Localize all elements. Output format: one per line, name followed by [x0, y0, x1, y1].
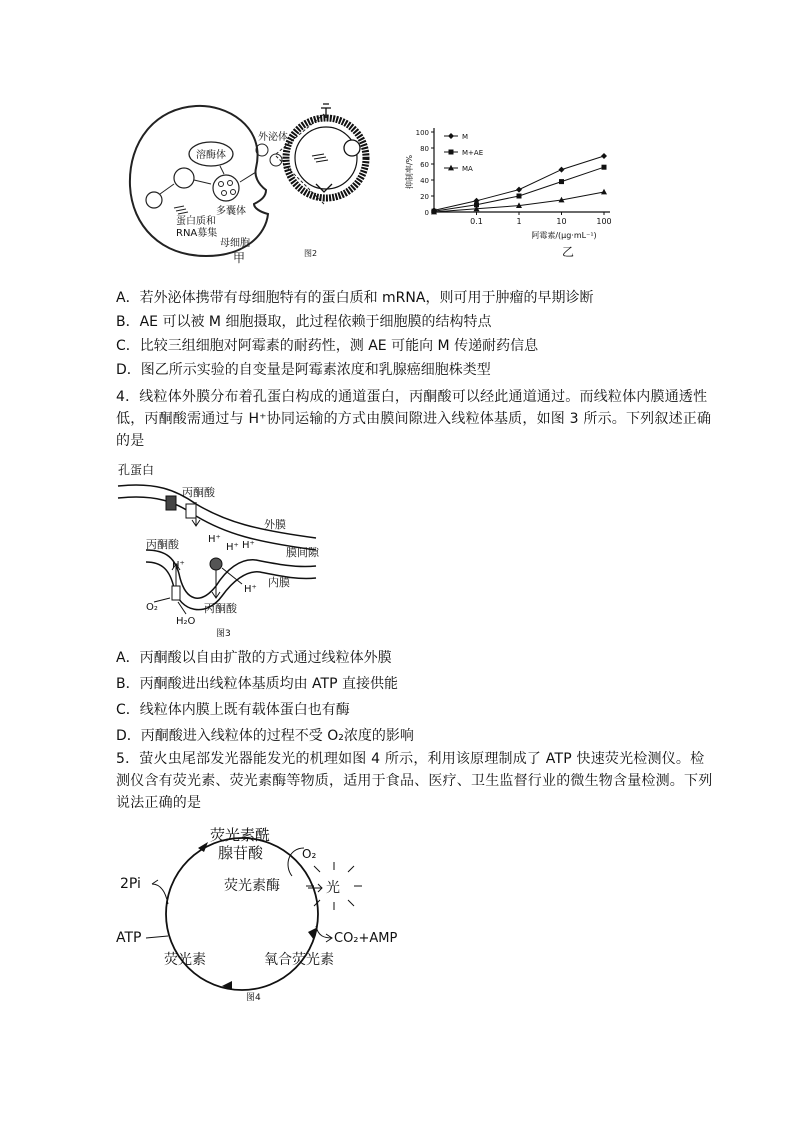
h-plus-label: H⁺ — [208, 534, 221, 545]
atp-arrow-icon — [146, 936, 168, 938]
data-point-m — [601, 153, 607, 159]
h-plus-label: H⁺ — [226, 542, 239, 553]
inner-membrane-label: 内膜 — [268, 576, 290, 589]
h-plus-label: H⁺ — [242, 540, 255, 551]
outer-membrane-label: 外膜 — [264, 518, 286, 531]
y-axis-label: 抑制率/% — [405, 154, 414, 190]
exosome-enlarged-outer — [286, 118, 366, 198]
legend-marker-m — [448, 133, 454, 139]
x-tick-label: 0.1 — [470, 217, 483, 226]
pathway-arrow-icon — [160, 184, 174, 194]
data-point-m-ae — [517, 194, 522, 199]
q3-option-d: D．图乙所示实验的自变量是阿霉素浓度和乳腺癌细胞株类型 — [116, 362, 491, 378]
legend-label-ma: MA — [462, 165, 473, 173]
o2-label: O₂ — [302, 847, 317, 861]
x-axis-label: 阿霉素/(μg·mL⁻¹) — [531, 231, 597, 240]
intermembrane-space-label: 膜间隙 — [286, 546, 319, 559]
exosome-enlarged-inner — [295, 127, 357, 189]
adenylate-label-line1: 荧光素酰 — [210, 826, 271, 844]
figure-4 — [112, 818, 412, 1008]
q4-option-c: C．线粒体内膜上既有载体蛋白也有酶 — [116, 702, 350, 718]
panel-label-yi: 乙 — [561, 245, 575, 259]
figure-2 — [116, 96, 616, 274]
data-point-m — [516, 187, 522, 193]
chart-inhibition — [404, 128, 612, 259]
porin-label: 孔蛋白 — [118, 463, 155, 477]
early-vesicle-icon — [146, 192, 162, 208]
atp-label: ATP — [116, 930, 142, 946]
luciferin-label: 荧光素 — [164, 952, 206, 968]
oxyluciferin-label: 氧合荧光素 — [264, 952, 334, 968]
legend-label-m-ae: M+AE — [462, 149, 484, 157]
x-tick-label: 10 — [556, 217, 567, 226]
pi-arrow-icon — [152, 880, 168, 904]
pyruvate-space-label: 丙酮酸 — [146, 538, 179, 551]
porin-icon — [186, 504, 196, 518]
mother-cell-label: 母细胞 — [220, 238, 250, 249]
data-point-m — [559, 167, 565, 173]
q3-option-c: C．比较三组细胞对阿霉素的耐药性，测 AE 可能向 M 传递耐药信息 — [116, 338, 539, 354]
x-tick-label: 1 — [516, 217, 522, 226]
q5-stem: 5．萤火虫尾部发光器能发光的机理如图 4 所示，利用该原理制成了 ATP 快速荧光检测仪。检测仪含有荧光素、荧光素酶等物质，适用于食品、医疗、卫生监督行业的微生物含量检测。下列说法正确的是 — [116, 751, 713, 811]
y-tick-label: 40 — [420, 177, 429, 185]
q4-option-b: B．丙酮酸进出线粒体基质均由 ATP 直接供能 — [116, 676, 398, 692]
mvb-inner-vesicle-icon — [219, 182, 224, 187]
figure-4-caption: 图4 — [246, 993, 261, 1003]
q3-option-b: B．AE 可以被 M 细胞摄取，此过程依赖于细胞膜的结构特点 — [116, 314, 492, 330]
o2-label: O₂ — [146, 602, 158, 613]
panel-label-jia: 甲 — [233, 251, 246, 265]
y-tick-label: 0 — [424, 209, 429, 217]
enzyme-label: 荧光素酶 — [224, 878, 280, 894]
figure-3-caption: 图3 — [216, 629, 231, 639]
figure-4-svg — [112, 818, 412, 1008]
rna-strand-icon — [174, 206, 188, 214]
mvb-icon — [213, 175, 239, 201]
pyruvate-carrier-icon — [210, 558, 222, 570]
pyruvate-matrix-label: 丙酮酸 — [204, 602, 237, 615]
y-tick-label: 60 — [420, 161, 429, 169]
recruit-label-line2: RNA募集 — [176, 228, 218, 239]
adenylate-label-line2: 腺苷酸 — [218, 844, 264, 862]
pathway-arrow-icon — [194, 180, 211, 184]
legend-marker-m-ae — [449, 150, 454, 155]
data-point-m-ae — [559, 179, 564, 184]
h-plus-carrier-arrow-icon — [222, 568, 242, 584]
mvb-inner-vesicle-icon — [228, 181, 233, 186]
q4-stem: 4．线粒体外膜分布着孔蛋白构成的通道蛋白，丙酮酸可以经此通道通过。而线粒体内膜通透性低，丙酮酸需通过与 H⁺协同运输的方式由膜间隙进入线粒体基质，如图 3 所示。下列叙述正确的是 — [116, 389, 712, 449]
porin-icon — [166, 496, 176, 510]
carrier-arrow-icon — [212, 570, 220, 598]
q3-option-a: A．若外泌体携带有母细胞特有的蛋白质和 mRNA，则可用于肿瘤的早期诊断 — [116, 290, 594, 306]
lysosome-label: 溶酶体 — [196, 150, 226, 161]
recruit-label-line1: 蛋白质和 — [176, 216, 216, 227]
h-plus-label: H⁺ — [172, 560, 185, 571]
exosome-protein-icon — [344, 140, 360, 156]
figure-2-caption: 图2 — [304, 249, 318, 258]
y-tick-label: 80 — [420, 145, 429, 153]
mvb-inner-vesicle-icon — [222, 191, 227, 196]
water-arrow-icon — [178, 602, 186, 614]
h2o-label: H₂O — [176, 616, 196, 627]
mvb-label: 多囊体 — [216, 206, 246, 217]
pathway-arrow-icon — [240, 172, 256, 182]
legend-label-m: M — [462, 133, 469, 141]
figure-3-svg — [116, 458, 346, 640]
proton-pump-icon — [172, 586, 180, 600]
q4-option-a: A．丙酮酸以自由扩散的方式通过线粒体外膜 — [116, 650, 392, 666]
outer-membrane-line — [118, 485, 316, 538]
products-arrow-icon — [316, 926, 332, 942]
data-point-ma — [601, 189, 607, 195]
y-tick-label: 100 — [415, 129, 429, 137]
q4-option-d: D．丙酮酸进入线粒体的过程不受 O₂浓度的影响 — [116, 728, 414, 744]
endosome-icon — [174, 168, 194, 188]
figure-3 — [116, 458, 346, 640]
exosome-rna-icon — [312, 154, 328, 162]
products-label: CO₂+AMP — [334, 931, 398, 946]
data-point-m-ae — [602, 165, 607, 170]
x-tick-label: 100 — [596, 217, 612, 226]
light-label: 光 — [326, 880, 340, 896]
pyruvate-outer-label: 丙酮酸 — [182, 486, 215, 499]
mvb-inner-vesicle-icon — [231, 190, 236, 195]
h-plus-label: H⁺ — [244, 584, 257, 595]
two-pi-label: 2Pi — [120, 876, 141, 892]
series-line-m — [434, 156, 604, 210]
exosome-label: 外泌体 — [258, 132, 288, 143]
pathway-arrow-icon — [220, 166, 224, 174]
figure-2-svg — [116, 96, 616, 274]
y-tick-label: 20 — [420, 193, 429, 201]
